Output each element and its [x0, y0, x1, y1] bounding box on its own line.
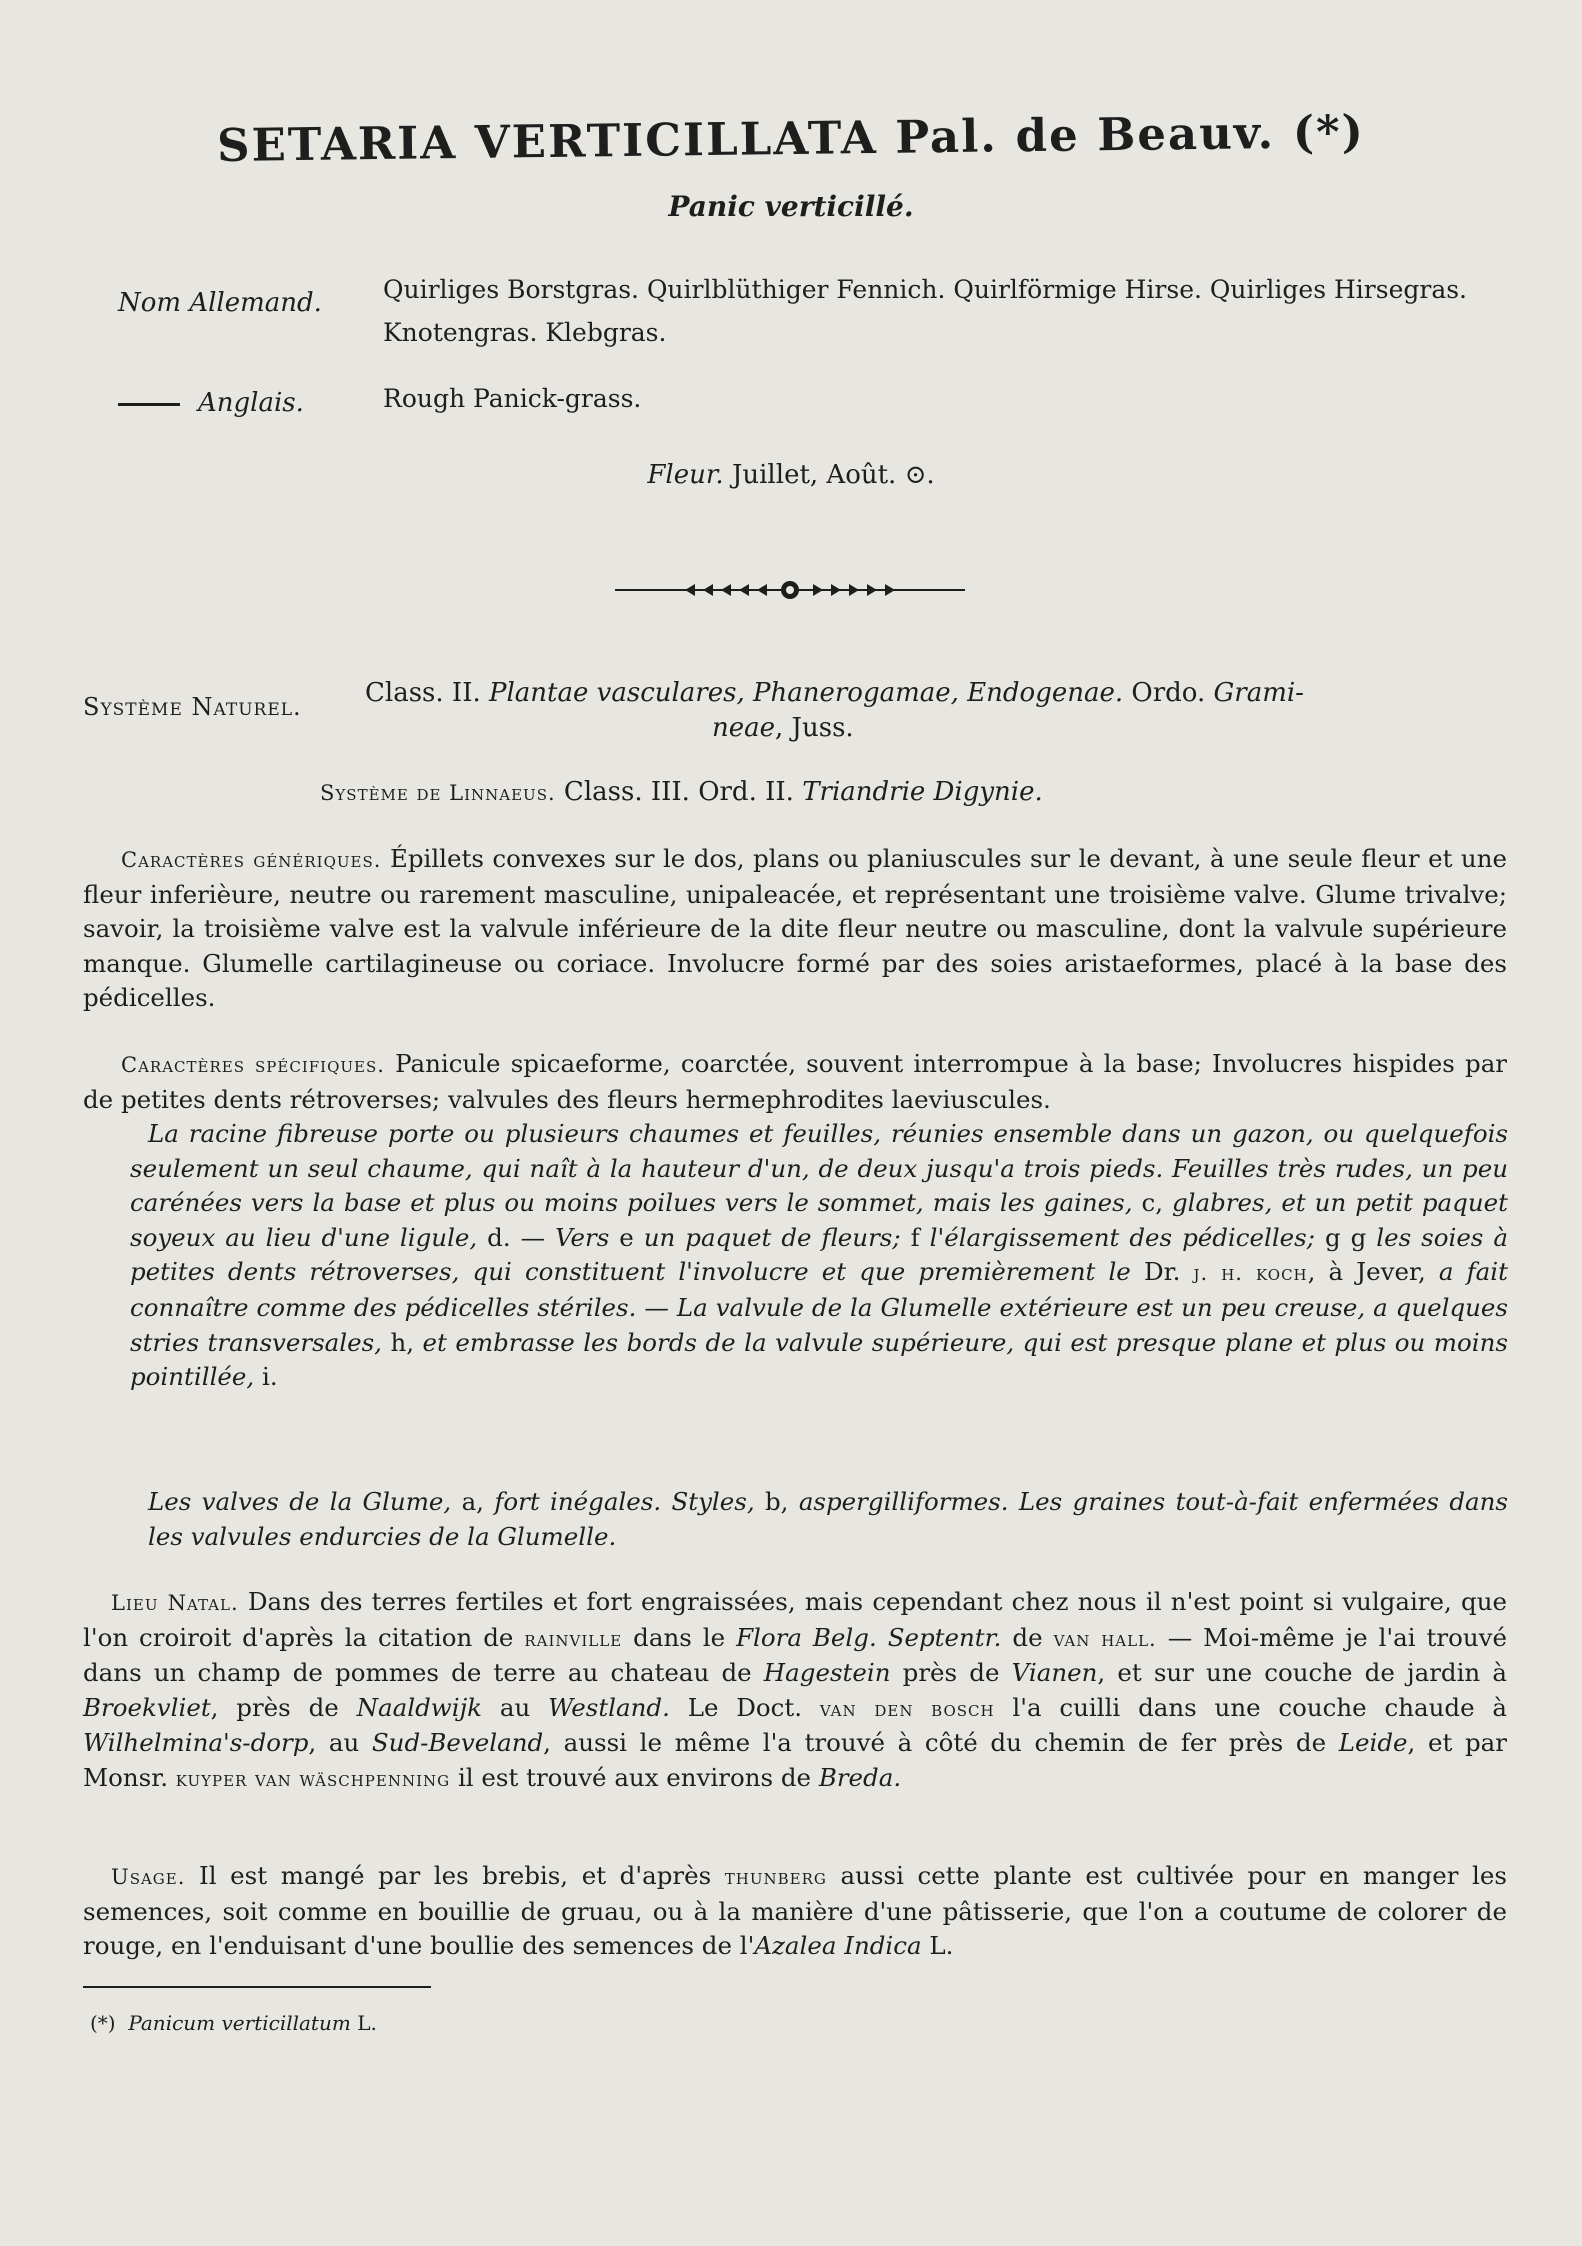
fig-ref: h,: [390, 1327, 415, 1357]
place-name: Hagestein: [763, 1658, 891, 1688]
desc-text: , à Jever,: [1307, 1257, 1426, 1287]
footnote-text: Panicum verticillatum: [128, 2011, 351, 2035]
text: , au: [308, 1728, 360, 1758]
lieu-natal-label: Lieu Natal.: [111, 1591, 239, 1615]
desc-text: un paquet de fleurs;: [643, 1222, 901, 1252]
desc-text: fort inégales. Styles,: [494, 1487, 755, 1516]
fig-ref: g g: [1324, 1222, 1367, 1252]
place-name: Breda.: [818, 1762, 902, 1792]
juss-text: , Juss.: [775, 713, 854, 743]
footnote-mark: (*): [90, 2011, 116, 2035]
fig-ref: a,: [461, 1487, 484, 1516]
neae-text: neae: [712, 713, 776, 743]
desc-text: l'élargissement des pédicelles;: [929, 1222, 1315, 1252]
desc-text: Dr.: [1143, 1257, 1181, 1287]
ornament-divider: [615, 578, 965, 602]
desc-text: La racine fibreuse porte ou plusieurs chaumes et feuilles, réunies ensemble dans un gazon, ou quelquefois seulement un seul chaume, qui naît à la hauteur d'un, de deux jusqu'a trois pieds. Feuilles très rudes, un peu carénées vers la base et plus ou moins poilues vers le sommet, mais les gaines,: [130, 1119, 1508, 1218]
desc-text: a fait connaître comme des pédicelles stériles. — La valvule de la Glumelle extérieure est un peu creuse, a quelques stries transversales,: [130, 1257, 1508, 1357]
fig-ref: d. —: [487, 1222, 546, 1252]
caracteres-generiques: [83, 842, 1507, 1016]
text: — Moi-même je l'ai trouvé dans un champ de pommes de terre au chateau de: [83, 1622, 1507, 1688]
desc-text: Les valves de la Glume,: [148, 1487, 452, 1516]
dash-rule: [118, 403, 180, 406]
glume-paragraph: [148, 1485, 1508, 1554]
generiques-label: Caractères génériques.: [121, 848, 382, 872]
systeme-naturel-text: [365, 673, 1505, 713]
fig-ref: f: [910, 1222, 920, 1252]
text: L.: [929, 1931, 954, 1961]
text: au: [499, 1692, 531, 1722]
lieu-natal: [83, 1585, 1507, 1797]
fleur-label: Fleur.: [647, 460, 724, 490]
person-name: rainville: [524, 1626, 623, 1651]
description-paragraph: [130, 1117, 1508, 1395]
place-name: Naaldwijk: [356, 1692, 483, 1722]
person-name: thunberg: [724, 1865, 827, 1889]
text: , près de: [210, 1692, 339, 1722]
fig-ref: e: [619, 1222, 634, 1252]
text: aussi cette plante est cultivée pour en manger les semences, soit comme en bouillie de gruau, ou à la manière d'une pâtisserie, que l'on a coutume de colorer de rouge, en l'enduisant d'une boullie des semences de l': [83, 1861, 1507, 1961]
place-name: Wilhelmina's-dorp: [83, 1728, 309, 1758]
systeme-naturel-label: Système Naturel.: [83, 693, 302, 721]
text: près de: [902, 1658, 1000, 1688]
desc-text: les soies à petites dents rétroverses, qui constituent l'involucre et que premièrement le: [130, 1222, 1508, 1287]
anglais-label: Anglais.: [198, 388, 304, 418]
systeme-naturel-line2: [712, 713, 854, 743]
french-name: Panic verticillé.: [668, 190, 914, 223]
footnote-author: L.: [357, 2011, 377, 2035]
systeme-linnaeus: [320, 777, 1043, 807]
ordo-text: Ordo.: [1131, 678, 1206, 708]
page-title: SETARIA VERTICILLATA Pal. de Beauv. (*): [216, 104, 1366, 173]
desc-text: glabres, et un petit paquet soyeux au lieu d'une ligule,: [130, 1188, 1508, 1252]
desc-text: Vers: [555, 1222, 610, 1252]
nom-allemand-value: Quirliges Borstgras. Quirlblüthiger Fennich. Quirlförmige Hirse. Quirliges Hirsegras. Knotengras. Klebgras.: [383, 275, 1468, 347]
text: dans le: [633, 1622, 726, 1652]
text: de: [1012, 1622, 1043, 1652]
place-name: Vianen: [1011, 1658, 1098, 1688]
person-name: van hall.: [1053, 1626, 1157, 1651]
work-title: Flora Belg. Septentr.: [736, 1622, 1002, 1652]
place-name: Leide: [1338, 1728, 1408, 1758]
fig-ref: b,: [764, 1487, 789, 1516]
linnaeus-italic: Triandrie Digynie.: [802, 777, 1043, 807]
fleur-value: Juillet, Août. ⊙.: [731, 460, 935, 490]
person-name: van den bosch: [819, 1696, 995, 1721]
place-name: Broekvliet: [83, 1692, 211, 1722]
linnaeus-label: Système de Linnaeus.: [320, 781, 556, 805]
text: Il est mangé par les brebis, et d'après: [199, 1861, 712, 1890]
text: , aussi le même l'a trouvé à côté du chemin de fer près de: [543, 1728, 1327, 1758]
linnaeus-text: Class. III. Ord. II.: [563, 777, 794, 807]
usage-label: Usage.: [111, 1865, 186, 1889]
footnote: [90, 2011, 377, 2035]
desc-text: et embrasse les bords de la valvule supérieure, qui est presque plane et plus ou moins pointillée,: [130, 1327, 1508, 1392]
grami-text: Grami-: [1213, 678, 1304, 708]
nom-allemand-label: Nom Allemand.: [118, 288, 322, 318]
usage: [83, 1859, 1507, 1964]
text: , et sur une couche de jardin à: [1097, 1658, 1507, 1688]
specifiques-label: Caractères spécifiques.: [121, 1053, 385, 1077]
person-name: kuyper van wäschpenning: [175, 1766, 451, 1791]
place-name: Westland.: [548, 1692, 670, 1722]
person-name: j. h. koch: [1193, 1261, 1308, 1286]
specifiques-text: Panicule spicaeforme, coarctée, souvent interrompue à la base; Involucres hispides par de petites dents rétroverses; valvules des fleurs hermephrodites laeviuscules.: [83, 1049, 1508, 1114]
place-name: Sud-Beveland: [371, 1728, 544, 1758]
text: , et par Monsr.: [83, 1728, 1507, 1792]
fig-ref: i.: [261, 1362, 278, 1392]
text: Dans des terres fertiles et fort engraissées, mais cependant chez nous il n'est point si vulgaire, que l'on croiroit d'après la citation de: [83, 1587, 1507, 1652]
footnote-rule: [83, 1986, 431, 1988]
fig-ref: c,: [1141, 1188, 1164, 1218]
desc-text: aspergilliformes. Les graines tout-à-fait enfermées dans les valvules endurcies de la Glumelle.: [148, 1487, 1508, 1551]
text: il est trouvé aux environs de: [457, 1762, 812, 1792]
class-text: Class. II.: [365, 678, 481, 708]
anglais-value: Rough Panick-grass.: [383, 384, 642, 413]
plantae-text: Plantae vasculares, Phanerogamae, Endogenae.: [489, 678, 1124, 708]
text: l'a cuilli dans une couche chaude à: [1012, 1692, 1507, 1722]
fleur-line: [0, 460, 1582, 490]
text: Le Doct.: [687, 1692, 803, 1722]
caracteres-specifiques: [83, 1047, 1507, 1117]
generiques-text: Épillets convexes sur le dos, plans ou planiuscules sur le devant, à une seule fleur et une fleur inferièure, neutre ou rarement masculine, unipaleacée, et représentant une troisième valve. Glume trivalve; savoir, la troisième valve est la valvule inférieure de la dite fleur neutre ou masculine, dont la valvule supérieure manque. Glumelle cartilagineuse ou coriace. Involucre formé par des soies aristaeformes, placé à la base des pédicelles.: [83, 844, 1507, 1013]
anglais-row: [118, 388, 304, 418]
species-name: Azalea Indica: [754, 1931, 922, 1961]
